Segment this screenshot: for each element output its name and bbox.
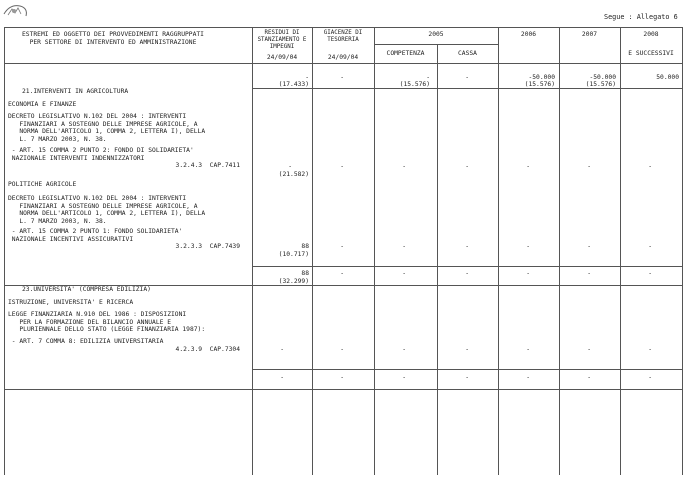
row4-competenza: - — [402, 346, 406, 353]
col-left-border — [4, 27, 5, 475]
header-competenza: COMPETENZA — [386, 50, 425, 57]
col-2006-border — [559, 27, 560, 475]
row5-2008: - — [648, 374, 652, 381]
row1-residui: - — [288, 163, 292, 170]
row2-2008: - — [648, 243, 652, 250]
section-23-title: 23.UNIVERSITA' (COMPRESA EDILIZIA) — [22, 286, 151, 293]
header-cassa: CASSA — [458, 50, 477, 57]
header-giacenze-date: 24/09/04 — [327, 54, 359, 61]
row5-cassa: - — [465, 374, 469, 381]
col-competenza-border — [437, 44, 438, 475]
logo-seal — [2, 2, 32, 20]
ministry-economia: ECONOMIA E FINANZE — [8, 101, 77, 108]
chapter-1: 3.2.4.3 CAP.7411 — [175, 162, 240, 169]
top-2007: -50.000 — [589, 74, 616, 81]
table-top-border — [4, 27, 683, 28]
row3-2008: - — [648, 270, 652, 277]
header-giacenze: GIACENZE DI TESORERIA — [323, 30, 363, 43]
row5-competenza: - — [402, 374, 406, 381]
header-residui-date: 24/09/04 — [266, 54, 298, 61]
ministry-istruzione: ISTRUZIONE, UNIVERSITA' E RICERCA — [8, 299, 134, 306]
row1-2007: - — [587, 163, 591, 170]
col-2007-border — [620, 27, 621, 475]
top-cassa: - — [465, 74, 469, 81]
col-giacenze-border — [374, 27, 375, 475]
row3-residui: 88 — [301, 270, 309, 277]
row5-residui: - — [280, 374, 284, 381]
row1-2006: - — [526, 163, 530, 170]
row5-2007: - — [587, 374, 591, 381]
top-2008: 50.000 — [656, 74, 679, 81]
article-1: - ART. 15 COMMA 2 PUNTO 2: FONDO DI SOLIDARIETA' NAZIONALE INTERVENTI INDENNIZZATORI — [11, 147, 194, 162]
row2-cassa: - — [465, 243, 469, 250]
header-year-2008: 2008 — [643, 31, 659, 38]
row1-competenza: - — [402, 163, 406, 170]
header-bottom-border — [4, 63, 683, 64]
col-residui-border — [312, 27, 313, 475]
header-successivi: E SUCCESSIVI — [628, 50, 674, 57]
row1-residui-paren: (21.582) — [278, 171, 309, 178]
row2-2007: - — [587, 243, 591, 250]
row2-2006: - — [526, 243, 530, 250]
row1-2008: - — [648, 163, 652, 170]
col-right-border — [682, 27, 683, 475]
top-2006-paren: (15.576) — [524, 81, 555, 88]
row3-2007: - — [587, 270, 591, 277]
top-competenza: - — [426, 74, 430, 81]
row-separator-4 — [4, 389, 683, 390]
row3-giacenze: - — [340, 270, 344, 277]
header-year-2007: 2007 — [581, 31, 598, 38]
top-2006: -50.000 — [528, 74, 555, 81]
legge-finanziaria: LEGGE FINANZIARIA N.910 DEL 1986 : DISPOSIZIONI PER LA FORMAZIONE DEL BILANCIO ANNUALE E PLURIENNALE DELLO STATO (LEGGE FINANZIARIA 1987): — [8, 311, 206, 334]
header-year-2005: 2005 — [428, 31, 444, 38]
section-21-title: 21.INTERVENTI IN AGRICOLTURA — [22, 88, 129, 95]
header-year-2006: 2006 — [520, 31, 537, 38]
row1-giacenze: - — [340, 163, 344, 170]
row-separator-3 — [252, 369, 683, 370]
header-description: ESTREMI ED OGGETTO DEI PROVVEDIMENTI RAGGRUPPATI PER SETTORE DI INTERVENTO ED AMMINISTRAZIONE — [22, 31, 204, 46]
row2-competenza: - — [402, 243, 406, 250]
totals-line — [252, 88, 683, 89]
top-2007-paren: (15.576) — [585, 81, 616, 88]
top-residui-paren: (17.433) — [278, 81, 309, 88]
top-residui: - — [305, 74, 309, 81]
decreto-2: DECRETO LEGISLATIVO N.102 DEL 2004 : INTERVENTI FINANZIARI A SOSTEGNO DELLE IMPRESE AGRICOLE, A NORMA DELL'ARTICOLO 1, COMMA 2, LETTERA I), DELLA L. 7 MARZO 2003, N. 38. — [8, 195, 206, 225]
article-2: - ART. 15 COMMA 2 PUNTO 1: FONDO SOLIDARIETA' NAZIONALE INCENTIVI ASSICURATIVI — [11, 228, 183, 243]
col-cassa-border — [498, 27, 499, 475]
row5-giacenze: - — [340, 374, 344, 381]
row4-residui: - — [280, 346, 284, 353]
row3-competenza: - — [402, 270, 406, 277]
row1-cassa: - — [465, 163, 469, 170]
row4-2006: - — [526, 346, 530, 353]
row-separator-1 — [252, 266, 683, 267]
attachment-label: Segue : Allegato 6 — [604, 13, 678, 21]
chapter-3: 4.2.3.9 CAP.7304 — [175, 346, 240, 353]
row2-giacenze: - — [340, 243, 344, 250]
row2-residui-paren: (10.717) — [278, 251, 309, 258]
header-residui: RESIDUI DI STANZIAMENTO E IMPEGNI — [257, 30, 307, 50]
row4-cassa: - — [465, 346, 469, 353]
subheader-line — [374, 44, 498, 45]
ministry-politiche: POLITICHE AGRICOLE — [8, 181, 77, 188]
row4-2007: - — [587, 346, 591, 353]
row3-cassa: - — [465, 270, 469, 277]
chapter-2: 3.2.3.3 CAP.7439 — [175, 243, 240, 250]
article-3: - ART. 7 COMMA 8: EDILIZIA UNIVERSITARIA — [8, 338, 164, 345]
top-giacenze: - — [340, 74, 344, 81]
row2-residui: 88 — [301, 243, 309, 250]
row4-2008: - — [648, 346, 652, 353]
row5-2006: - — [526, 374, 530, 381]
top-competenza-paren: (15.576) — [399, 81, 430, 88]
row3-2006: - — [526, 270, 530, 277]
row3-residui-paren: (32.299) — [278, 278, 309, 285]
row4-giacenze: - — [340, 346, 344, 353]
decreto-1: DECRETO LEGISLATIVO N.102 DEL 2004 : INTERVENTI FINANZIARI A SOSTEGNO DELLE IMPRESE AGRICOLE, A NORMA DELL'ARTICOLO 1, COMMA 2, LETTERA I), DELLA L. 7 MARZO 2003, N. 38. — [8, 113, 206, 143]
